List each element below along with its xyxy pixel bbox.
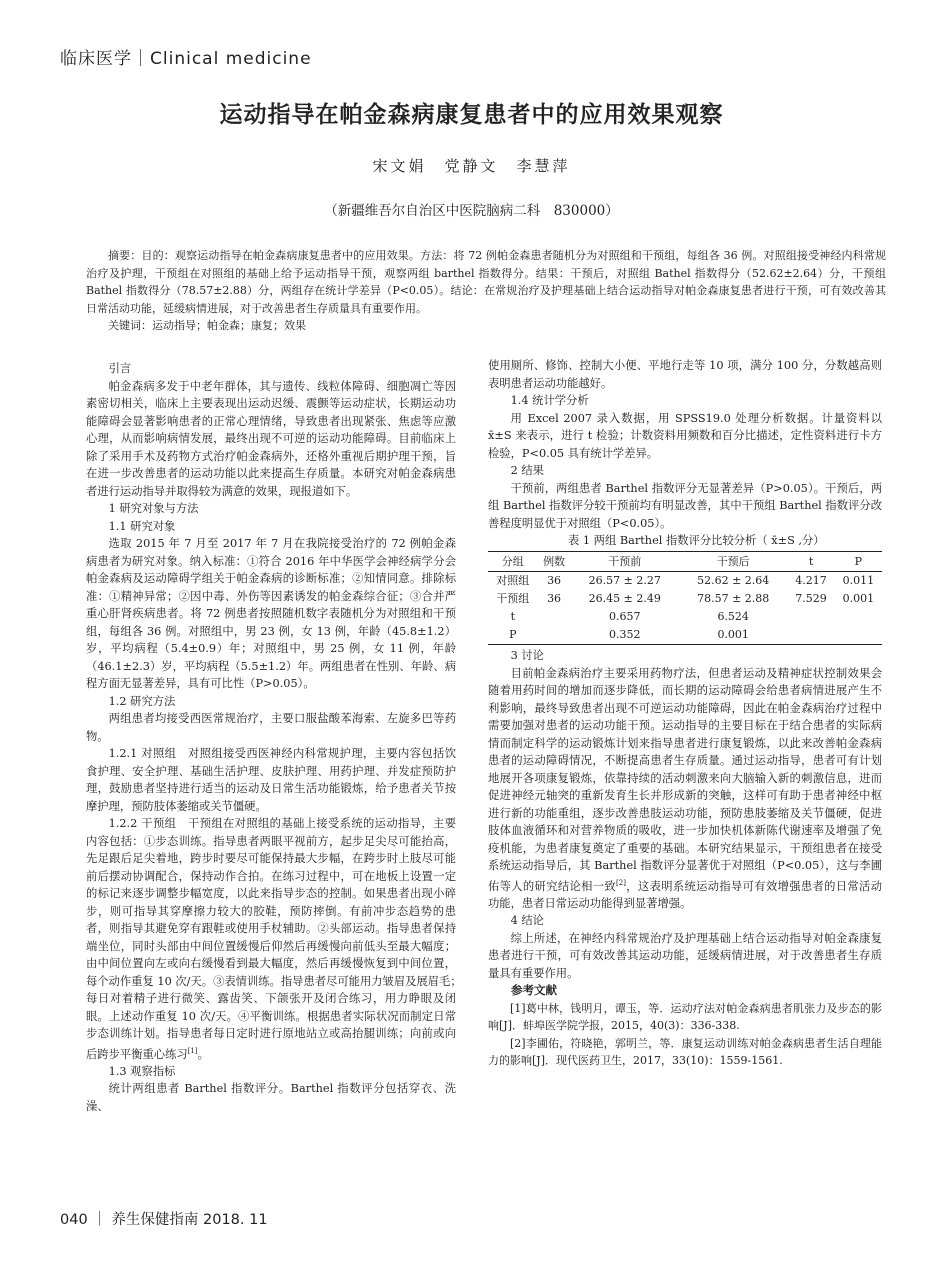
article-title: 运动指导在帕金森病康复患者中的应用效果观察 xyxy=(219,102,724,128)
left-column xyxy=(86,360,468,1115)
table-row xyxy=(488,608,882,626)
paragraph-1-2-1: 1.2.1 对照组 对照组接受西医神经内科常规护理，主要内容包括饮食护理、安全护理、基础生活护理、皮肤护理、用药护理、并发症预防护理，鼓励患者坚持进行适当的运动及日常生活功能锻炼，给予患者关节按摩护理，预防肢体萎缩或关节僵硬。 xyxy=(86,747,456,813)
table-header-cell: 干预前 xyxy=(571,551,679,572)
table-row xyxy=(488,572,882,591)
references-title: 参考文献 xyxy=(511,983,557,998)
section-4-title: 4 结论 xyxy=(510,914,544,928)
right-column xyxy=(488,357,882,1070)
section-3-title: 3 讨论 xyxy=(510,649,544,662)
paragraph-1-4: 用 Excel 2007 录入数据，用 SPSS19.0 处理分析数据。计量资料以 x̄±S 来表示，进行 t 检验；计数资料用频数和百分比描述，定性资料进行卡方检验，P<0.05 具有统计学差异。 xyxy=(488,411,882,460)
table-row xyxy=(488,626,882,645)
citation-2: [2] xyxy=(616,878,626,887)
paragraph-3-end: ，这表明系统运动指导可有效增强患者的日常活动功能，患者日常运动功能得到显著增强。 xyxy=(488,879,882,910)
page-footer: 040 ｜ 养生保健指南 2018. 11 xyxy=(60,1212,268,1228)
table-header-cell: P xyxy=(835,551,882,572)
table-row xyxy=(488,590,882,608)
paragraph-1-3: 统计两组患者 Barthel 指数评分。Barthel 指数评分包括穿衣、洗澡、 xyxy=(86,1082,456,1113)
section-1-title: 1 研究对象与方法 xyxy=(108,502,199,515)
journal-header: 临床医学｜Clinical medicine xyxy=(60,49,312,69)
paragraph-1-2-2-end: 。 xyxy=(197,1047,209,1061)
section-1-4-title: 1.4 统计学分析 xyxy=(510,394,589,407)
table-caption: 表 1 两组 Barthel 指数评分比较分析（ x̄±S ,分） xyxy=(567,534,825,547)
table-cell: 0.001 xyxy=(679,626,787,645)
section-2-title: 2 结果 xyxy=(510,464,544,477)
paragraph-1-2: 两组患者均接受西医常规治疗，主要口服盐酸苯海索、左旋多巴等药物。 xyxy=(86,712,456,743)
table-cell xyxy=(835,626,882,645)
table-cell xyxy=(787,608,834,626)
paragraph-4: 综上所述，在神经内科常规治疗及护理基础上结合运动指导对帕金森康复患者进行干预，可有效改善其运动功能，延缓病情进展，对于改善患者生存质量具有重要作用。 xyxy=(488,931,882,980)
paragraph-1-1: 选取 2015 年 7 月至 2017 年 7 月在我院接受治疗的 72 例帕金森病患者为研究对象。纳入标准：①符合 2016 年中华医学会神经病学分会帕金森病及运动障碍学组关于帕金森病的诊断标准；②知情同意。排除标准：①精神异常；②因中毒、外伤等因素诱发的帕金森综合征；③合并严重心肝肾疾病患者。将 72 例患者按照随机数字表随机分为对照组和干预组，每组各 36 例。对照组中，男 23 例，女 13 例，年龄（45.8±1.2）岁，平均病程（5.4±0.9）年；对照组中，男 25 例，女 11 例，年龄（46.1±2.3）岁，平均病程（5.5±1.2）年。两组患者在性别、年龄、病程方面无显著差异，具有可比性（P>0.05）。 xyxy=(86,537,456,690)
results-table xyxy=(488,551,882,646)
section-1-3-title: 1.3 观察指标 xyxy=(108,1064,176,1078)
table-cell: 0.657 xyxy=(609,610,641,624)
table-cell xyxy=(787,626,834,645)
section-1-2-title: 1.2 研究方法 xyxy=(108,694,176,708)
authors: 宋文娟 党静文 李慧萍 xyxy=(372,157,571,175)
table-header-cell: 干预后 xyxy=(679,551,787,572)
table-cell: 0.011 xyxy=(842,574,875,588)
table-cell: 对照组 xyxy=(496,574,530,588)
table-cell xyxy=(538,626,571,645)
table-cell: 0.352 xyxy=(571,626,679,645)
paragraph-1-2-2 xyxy=(86,815,468,1063)
table-header-cell: t xyxy=(787,551,834,572)
table-cell xyxy=(835,608,882,626)
table-header-cell: 分组 xyxy=(488,551,538,572)
paragraph-3 xyxy=(488,665,882,913)
paragraph-3-text: 目前帕金森病治疗主要采用药物疗法，但患者运动及精神症状控制效果会随着用药时间的增加而逐步降低，而长期的运动障碍会给患者病情进展产生不利影响，最终导致患者出现不可逆运动功能障碍，因此在帕金森病治疗过程中需要加强对患者的运动功能干预。运动指导的主要目标在于结合患者的实际病情而制定科学的运动锻炼计划来指导患者进行康复锻炼，以此来改善帕金森病患者的运动障碍情况，不断提高患者生存质量。通过运动指导，患者可有计划地展开各项康复锻炼，依靠持续的活动刺激来向大脑输入新的刺激信息，进而促进神经元轴突的重新发育生长并形成新的突触，这样可有助于患者神经中枢进行新的功能重组，逐步改善患肢运动功能，预防患肢萎缩及关节僵硬，促进肢体血液循环和对营养物质的吸收，进一步加快机体新陈代谢速率及增强了免疫机能，为患者康复奠定了重要的基础。本研究结果显示，干预组患者在接受系统运动指导后，其 Barthel 指数评分显著优于对照组（P<0.05），这与李圃佑等人的研究结论相一致 xyxy=(488,666,882,893)
table-cell: P xyxy=(488,626,538,645)
table-cell: 26.45 ± 2.49 xyxy=(588,592,661,606)
intro-paragraph: 帕金森病多发于中老年群体，其与遗传、线粒体障碍、细胞凋亡等因素密切相关，临床上主要表现出运动迟缓、震颤等运动症状，长期运动功能障碍会显著影响患者的正常心理情绪，导致患者出现紧张、焦虑等应激心理，从而影响病情发展，最终出现不可逆的运动功能障碍。目前临床上除了采用手术及药物方式治疗帕金森病外，还格外重视后期护理干预，旨在进一步改善患者的运动功能以此来提高生存质量。本研究对帕金森病患者进行运动指导并取得较为满意的效果，现报道如下。 xyxy=(86,379,456,498)
table-cell: 4.217 xyxy=(795,574,827,588)
affiliation: （新疆维吾尔自治区中医院脑病二科 830000） xyxy=(324,203,619,219)
table-cell xyxy=(538,608,571,626)
paragraph-1-2-2-text: 1.2.2 干预组 干预组在对照组的基础上接受系统的运动指导，主要内容包括：①步态训练。指导患者两眼平视前方，起步足尖尽可能抬高，先足跟后足尖着地，跨步时要尽可能保持最大步幅，在跨步时上肢尽可能前后摆动协调配合，保持动作合拍。在练习过程中，可在地板上设置一定的标记来逐步调整步幅宽度，以此来指导步态的控制。如果患者出现小碎步，则可指导其穿摩擦力较大的胶鞋，预防摔倒。有前冲步态趋势的患者，则指导其避免穿有跟鞋或使用手杖辅助。②头部运动。指导患者保持端坐位，同时头部由中间位置缓慢后仰然后再缓慢向前低头至最大幅度；由中间位置向左或向右缓慢看到最大幅度，然后再缓慢恢复到中间位置，每个动作重复 10 次/天。③表情训练。指导患者尽可能用力皱眉及展眉毛； 每日对着精子进行微笑、露齿笑、下颌张开及闭合练习，用力睁眼及闭眼。上述动作重复 10 次/天。④平衡训练。根据患者实际状况而制定日常步态训练计划。指导患者每日定时进行原地站立或高抬腿训练；向前或向后跨步平衡重心练习 xyxy=(86,817,468,1061)
table-cell: 26.57 ± 2.27 xyxy=(588,574,661,588)
table-cell: 78.57 ± 2.88 xyxy=(697,592,770,606)
table-header-row xyxy=(488,551,882,572)
reference-item: [2]李圃佑，符晓艳，郭明兰，等．康复运动训练对帕金森病患者生活自理能力的影响[J]．现代医药卫生，2017，33(10)：1559-1561. xyxy=(488,1036,882,1068)
table-header-cell: 例数 xyxy=(538,551,571,572)
paragraph-2: 干预前，两组患者 Barthel 指数评分无显著差异（P>0.05）。干预后，两组 Barthel 指数评分较干预前均有明显改善，其中干预组 Barthel 指数评分改善程度明显优于对照组（P<0.05）。 xyxy=(488,481,882,530)
reference-item: [1]葛中林，钱明月，谭玉，等．运动疗法对帕金森病患者肌张力及步态的影响[J]．蚌埠医学院学报，2015，40(3)：336-338. xyxy=(488,1001,882,1033)
section-1-1-title: 1.1 研究对象 xyxy=(108,519,176,533)
table-cell: 36 xyxy=(547,574,562,588)
section-intro-title: 引言 xyxy=(108,362,132,375)
abstract xyxy=(86,247,886,335)
citation-1: [1] xyxy=(187,1046,198,1055)
table-cell: 7.529 xyxy=(795,592,827,606)
paragraph-1-3-continued: 使用厕所、修饰、控制大小便、平地行走等 10 项，满分 100 分，分数越高则表明患者运动功能越好。 xyxy=(488,359,882,390)
table-cell: 36 xyxy=(547,592,562,606)
table-cell: 52.62 ± 2.64 xyxy=(697,574,770,588)
table-cell: 6.524 xyxy=(717,610,749,624)
abstract-text: 摘要：目的：观察运动指导在帕金森病康复患者中的应用效果。方法：将 72 例帕金森患者随机分为对照组和干预组，每组各 36 例。对照组接受神经内科常规治疗及护理，干预组在对照组的基础上给予运动指导干预，观察两组 barthel 指数得分。结果：干预后，对照组 Bathel 指数得分（52.62±2.64）分，干预组 Bathel 指数得分（78.57±2.88）分，两组存在统计学差异（P<0.05）。结论：在常规治疗及护理基础上结合运动指导对帕金森康复患者进行干预，可有效改善其日常活动功能，延缓病情进展，对于改善患者生存质量具有重要作用。 xyxy=(86,249,886,315)
keywords: 关键词：运动指导；帕金森；康复；效果 xyxy=(108,319,306,332)
table-cell: 干预组 xyxy=(496,592,530,606)
table-cell: 0.001 xyxy=(842,592,875,606)
table-cell: t xyxy=(510,610,515,624)
